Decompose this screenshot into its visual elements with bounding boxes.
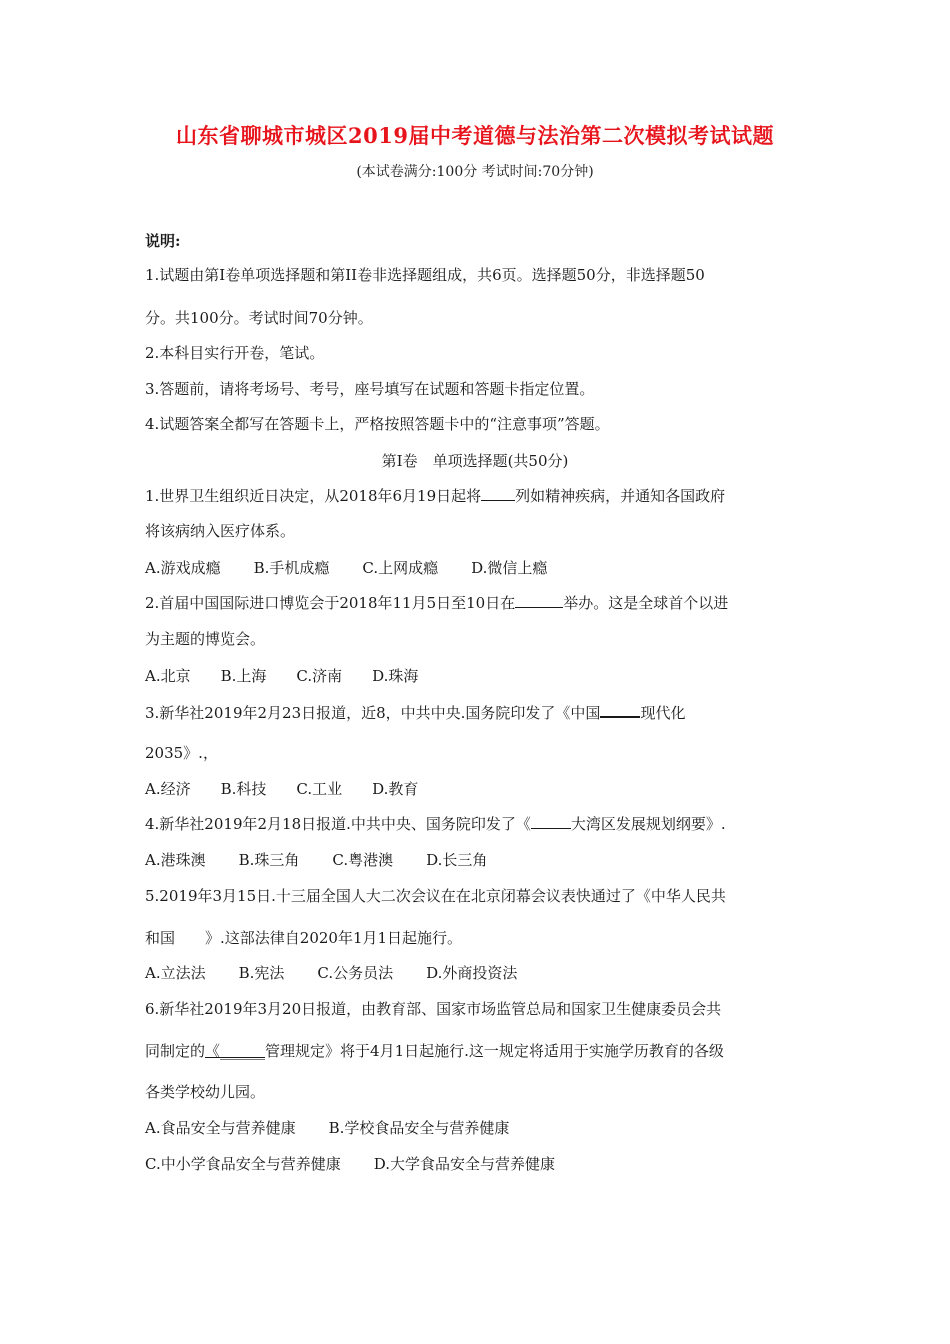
option-b: B.手机成瘾 xyxy=(253,559,330,577)
option-b: B.学校食品安全与营养健康 xyxy=(328,1119,510,1137)
question-stem-text: 列如精神疾病，并通知各国政府 xyxy=(515,487,726,505)
question-6-stem: 6.新华社2019年3月20日报道，由教育部、国家市场监管总局和国家卫生健康委员会共 xyxy=(145,1000,722,1018)
question-6-stem-cont xyxy=(145,1039,724,1063)
answer-blank xyxy=(515,591,563,608)
instruction-line: 2.本科目实行开卷，笔试。 xyxy=(145,344,325,362)
option-b: B.珠三角 xyxy=(238,851,300,869)
question-3-stem-cont: 2035》.， xyxy=(145,744,218,762)
option-d: D.教育 xyxy=(372,780,419,798)
question-stem-text: 大湾区发展规划纲要》. xyxy=(570,815,726,833)
instructions-heading: 说明: xyxy=(145,232,181,250)
question-6-stem-cont: 各类学校幼儿园。 xyxy=(145,1083,266,1101)
question-3-stem xyxy=(145,700,685,725)
instruction-line: 4.试题答案全都写在答题卡上，严格按照答题卡中的“注意事项”答题。 xyxy=(145,415,610,433)
option-d: D.长三角 xyxy=(426,851,488,869)
question-stem-text: 3.新华社2019年2月23日报道，近8，中共中央.国务院印发了《中国 xyxy=(145,704,601,722)
question-1-options xyxy=(145,556,547,580)
exam-title: 山东省聊城市城区2019届中考道德与法治第二次模拟考试试题 xyxy=(176,123,774,148)
question-4-stem xyxy=(145,812,726,836)
question-5-options xyxy=(145,961,517,985)
question-6-options-row xyxy=(145,1116,509,1140)
option-a: A.港珠澳 xyxy=(145,851,206,869)
option-c: C.上网成瘾 xyxy=(362,559,439,577)
question-5-stem: 5.2019年3月15日.十三届全国人大二次会议在在北京闭幕会议表快通过了《中华人民共 xyxy=(145,887,726,905)
option-d: D.大学食品安全与营养健康 xyxy=(373,1155,555,1173)
question-stem-text: 现代化 xyxy=(640,704,686,722)
option-b: B.上海 xyxy=(220,667,267,685)
option-d: D.外商投资法 xyxy=(426,964,518,982)
option-c: C.中小学食品安全与营养健康 xyxy=(145,1155,341,1173)
option-d: D.珠海 xyxy=(372,667,419,685)
question-stem-text: 举办。这是全球首个以进 xyxy=(563,594,729,612)
question-stem-text: 4.新华社2019年2月18日报道.中共中央、国务院印发了《 xyxy=(145,815,531,833)
question-1-stem-cont: 将该病纳入医疗体系。 xyxy=(145,522,296,540)
option-a: A.立法法 xyxy=(145,964,206,982)
answer-blank xyxy=(481,484,515,501)
question-2-stem xyxy=(145,591,728,615)
option-b: B.科技 xyxy=(220,780,267,798)
section-title: 第Ⅰ卷 单项选择题(共50分) xyxy=(381,452,569,470)
option-d: D.微信上瘾 xyxy=(471,559,548,577)
question-2-stem-cont: 为主题的博览会。 xyxy=(145,630,266,648)
answer-blank xyxy=(531,812,571,829)
question-1-stem xyxy=(145,484,725,508)
question-4-options xyxy=(145,848,487,872)
option-c: C.公务员法 xyxy=(317,964,394,982)
option-a: A.经济 xyxy=(145,780,191,798)
question-stem-text: 1.世界卫生组织近日决定，从2018年6月19日起将 xyxy=(145,487,482,505)
instruction-line: 1.试题由第Ⅰ卷单项选择题和第II卷非选择题组成，共6页。选择题50分，非选择题50 xyxy=(145,266,705,284)
option-a: A.北京 xyxy=(145,667,191,685)
answer-blank xyxy=(600,700,640,718)
option-c: C.工业 xyxy=(296,780,343,798)
option-c: C.粤港澳 xyxy=(332,851,394,869)
question-2-options xyxy=(145,664,418,688)
option-c: C.济南 xyxy=(296,667,343,685)
question-stem-text: 管理规定》将于4月1日起施行.这一规定将适用于实施学历教育的各级 xyxy=(265,1042,724,1060)
instruction-line: 3.答题前，请将考场号、考号，座号填写在试题和答题卡指定位置。 xyxy=(145,380,595,398)
option-a: A.食品安全与营养健康 xyxy=(145,1119,296,1137)
question-3-options xyxy=(145,777,418,801)
question-stem-text: 2.首届中国国际进口博览会于2018年11月5日至10日在 xyxy=(145,594,516,612)
question-6-options-row xyxy=(145,1152,555,1176)
option-a: A.游戏成瘾 xyxy=(145,559,221,577)
instruction-line: 分。共100分。考试时间70分钟。 xyxy=(145,309,373,327)
question-stem-text: 同制定的 xyxy=(145,1042,206,1060)
option-b: B.宪法 xyxy=(238,964,285,982)
exam-subtitle: (本试卷满分:100分 考试时间:70分钟) xyxy=(356,164,594,180)
answer-blank: 《______ xyxy=(205,1042,266,1060)
question-5-stem-cont: 和国 》.这部法律自2020年1月1日起施行。 xyxy=(145,929,463,947)
